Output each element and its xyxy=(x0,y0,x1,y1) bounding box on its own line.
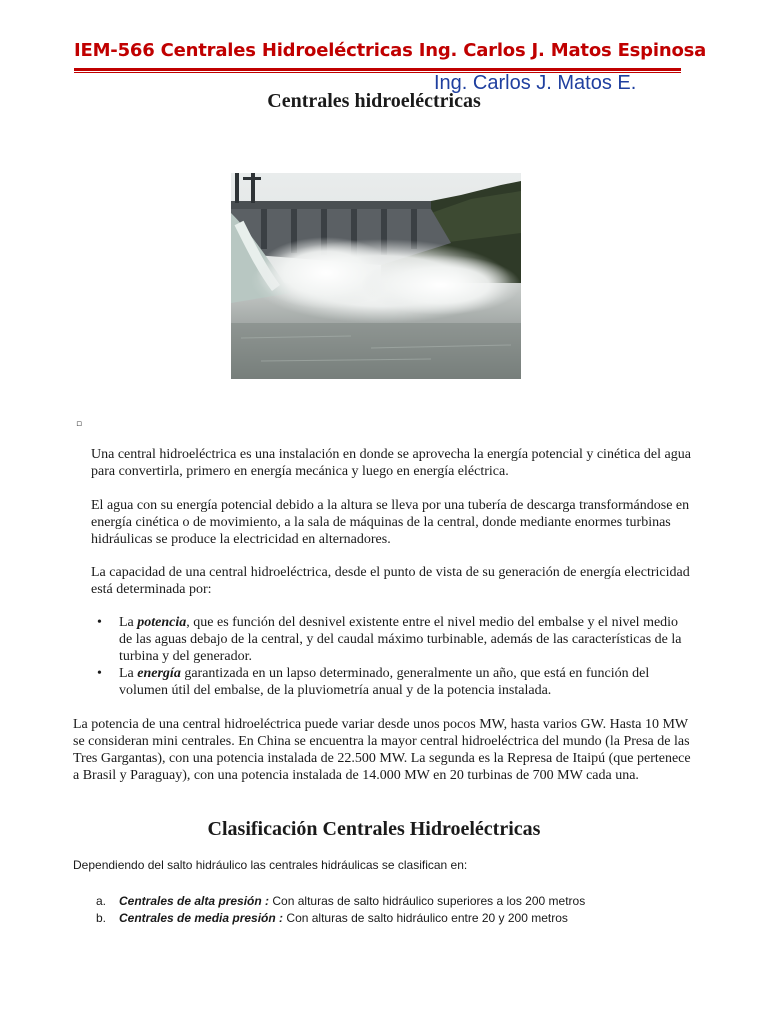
power-paragraph: La potencia de una central hidroeléctrica puede variar desde unos pocos MW, hasta varios GW. Hasta 10 MW se consideran mini centrales. En China se encuentra la mayor central hidroeléctrica del mundo (la Presa de las Tres Gargantas), con una potencia instalada de 22.500 MW. La segunda es la Represa de Itaipú (que pertenece a Brasil y Paraguay), con una potencia instalada de 14.000 MW en 20 turbinas de 700 MW cada una. xyxy=(73,717,691,783)
term-potencia: potencia xyxy=(137,615,187,630)
author-line: Ing. Carlos J. Matos E. xyxy=(434,72,637,94)
term-energia: energía xyxy=(137,666,181,681)
section-heading: Clasificación Centrales Hidroeléctricas xyxy=(207,818,541,840)
intro-paragraph-3: La capacidad de una central hidroeléctrica, desde el punto de vista de su generación de energía electricidad está determinada por: xyxy=(91,565,690,597)
header-rule xyxy=(74,68,681,71)
list-item: • La potencia, que es función del desnivel existente entre el nivel medio del embalse y el nivel medio de las aguas debajo de la central, y del caudal máximo turbinable, además de las características de la turbina y del generador. xyxy=(97,615,682,664)
classification-intro: Dependiendo del salto hidráulico las centrales hidráulicas se clasifican en: xyxy=(73,858,468,872)
dam-photo xyxy=(231,173,521,379)
bullet-icon: • xyxy=(97,666,102,681)
window-icon: ▫ xyxy=(76,419,83,429)
intro-paragraph-2: El agua con su energía potencial debido a la altura se lleva por una tubería de descarga transformándose en energía cinética o de movimiento, a la sala de máquinas de la central, donde mediante enormes turbinas hidráulicas se produce la electricidad en alternadores. xyxy=(91,498,690,547)
classification-list xyxy=(96,893,585,927)
intro-paragraph-1: Una central hidroeléctrica es una instalación en donde se aprovecha la energía potencial y cinética del agua para convertirla, primero en energía mecánica y luego en energía eléctrica. xyxy=(91,447,691,479)
page-title: Centrales hidroeléctricas xyxy=(267,90,481,112)
list-item: • La energía garantizada en un lapso determinado, generalmente un año, que está en función del volumen útil del embalse, de la pluviometría anual y de la potencia instalada. xyxy=(97,666,650,698)
capacity-list xyxy=(91,614,691,699)
list-item: b. Centrales de media presión : Con alturas de salto hidráulico entre 20 y 200 metros xyxy=(96,911,568,925)
bullet-icon: • xyxy=(97,615,102,630)
course-header: IEM-566 Centrales Hidroeléctricas Ing. Carlos J. Matos Espinosa xyxy=(74,40,707,61)
list-item: a. Centrales de alta presión : Con alturas de salto hidráulico superiores a los 200 metros xyxy=(96,894,586,908)
